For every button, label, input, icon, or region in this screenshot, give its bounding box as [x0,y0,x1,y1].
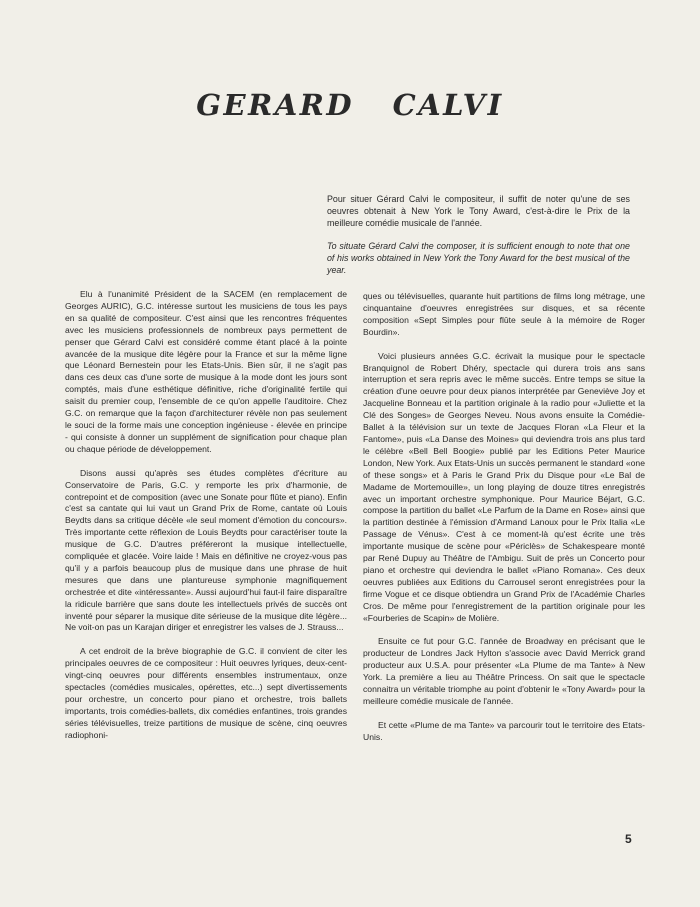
intro-english: To situate Gérard Calvi the composer, it is sufficient enough to note that one of his works obtained in New York the Tony Award for the best musical of the year. [327,241,630,275]
paragraph: Ensuite ce fut pour G.C. l'année de Broadway en précisant que le producteur de Londres Jack Hylton s'associe avec David Merrick grand producteur aux U.S.A. pour présenter «La Plume de ma Tante» à New York. La première a lieu au Théâtre Princess. On sait que le spectacle connaitra un véritable triomphe au point d'obtenir le «Tony Award» pour la meilleure comédie musicale de l'année. [363,636,645,706]
intro-french: Pour situer Gérard Calvi le compositeur, il suffit de noter qu'une de ses oeuvres obtenait à New York le Tony Award, c'est-à-dire le Prix de la meilleure comédie musicale de l'année. [327,194,630,228]
paragraph: Elu à l'unanimité Président de la SACEM (en remplacement de Georges AURIC), G.C. intéresse surtout les musiciens de tous les pays en sa qualité de compositeur. C'est ainsi que les rencontres fréquentes avec les musiciens professionnels de nombreux pays permettent de penser que Gérard Calvi est considéré comme étant placé à la pointe avancée de la musique dite légère pour la France et sur la même ligne que Léonard Bernestein pour les Etats-Unis. Bien sûr, il ne s'agit pas dans ces deux cas d'une sorte de musique à la mode dont les jours sont comptés, mais d'une esthétique définitive, riche d'originalité fertile qui saisit du premier coup, l'ensemble de ce qu'on appelle l'auditoire. Chez G.C. on remarque que la façon d'architecturer révèle non pas seulement le souci de la forme mais une conception ingénieuse - élevée en principe - qui consiste à donner un supplément de signification pour chaque plan ou chaque période de développement. [65,289,347,454]
paragraph: A cet endroit de la brève biographie de G.C. il convient de citer les principales oeuvres de ce compositeur : Huit oeuvres lyriques, deux-cent-vingt-cinq oeuvres pour différents ensembles instrumentaux, onze spectacles (comédies musicales, opérettes, etc...) sept divertissements pour orchestre, un concerto pour piano et orchestre, trois ballets importants, trois comédies-ballets, dix comédies enfantines, trois grandes séries télévisuelles, treize partitions de musique de scène, cinq oeuvres radiophoni- [65,646,347,740]
paragraph: Disons aussi qu'après ses études complètes d'écriture au Conservatoire de Paris, G.C. y remporte les prix d'harmonie, de contrepoint et de composition (avec une Sonate pour flûte et piano). Enfin c'est sa cantate qui lui vaut un Grand Prix de Rome, cantate où Louis Beydts dans sa critique décèle «le seul moment d'émotion du concours». Très importante cette réflexion de Louis Beydts pour caractériser toute la musique de G.C. D'autres préféreront la musique intellectuelle, compliquée et glacée. Voire laide ! Mais en définitive ne croyez-vous pas qu'il y a parfois beaucoup plus de musique dans une phrase de huit mesures que dans une plantureuse symphonie magnifiquement orchestrée et dite «intéressante». Aussi aujourd'hui faut-il faire disparaître la ridicule barrière que sans doute les intellectuels privés de succès ont inventé pour séparer la musique dite sérieuse de la musique dite légère... Ne voit-on pas un Karajan diriger et enregistrer les valses de J. Strauss... [65,467,347,633]
paragraph: Voici plusieurs années G.C. écrivait la musique pour le spectacle Branquignol de Robert Dhéry, spectacle qui durera trois ans sans interruption et sera repris avec le même succès. Entre temps se situe la création d'une oeuvre pour deux pianos interprétée par Geneviève Joy et Jacqueline Bonneau et la partition originale à la radio pour «Juliette et la Clé des Songes» de Georges Neveu. Nous avons ensuite la Comédie-Ballet à la télévision sur un texte de Jacques Floran «La Fleur et la Fantome», puis «La Danse des Moines» qui deviendra trois ans plus tard le célèbre «Bell Bell Boogie» publié par les Editions Peter Maurice London, New York. Aux Etats-Unis un succès permanent le standard «one of these songs» et à Paris le Grand Prix du Disque pour «Le Bal de Madame de Mortemouille», un long playing de douze titres enregistrés avec un important orchestre symphonique. Pour Maurice Béjart, G.C. compose la partition du ballet «Le Parfum de la Dame en Rose» ainsi que la partition destinée à l'émission d'Armand Lanoux pour le Prix Italia «Le Passage de Vénus». C'est à ce moment-là qu'est écrite une très importante musique de scène pour «Périclès» de Schakespeare monté par René Dupuy au Théâtre de l'Ambigu. Suit de près un Concerto pour piano et orchestre qui deviendra le ballet «Piano Romana». Ces deux oeuvres publiées aux Editions du Carrousel seront enregistrées pour la firme Vogue et ce disque obtiendra un Grand Prix de l'Académie Charles Cros. De même pour l'enregistrement de la partition originale pour les «Fourberies de Scapin» de Molière. [363,350,645,623]
page-title: GERARD CALVI [196,88,504,122]
right-column [363,291,645,756]
left-column [65,289,347,754]
paragraph: Et cette «Plume de ma Tante» va parcourir tout le territoire des Etats-Unis. [363,719,645,742]
page-number: 5 [625,832,632,846]
intro-block [327,193,630,276]
paragraph: ques ou télévisuelles, quarante huit partitions de films long métrage, une cinquantaine d'oeuvres enregistrées sur disques, et sa récente composition «Sept Simples pour flûte seule à la mémoire de Roger Bourdin». [363,291,645,337]
